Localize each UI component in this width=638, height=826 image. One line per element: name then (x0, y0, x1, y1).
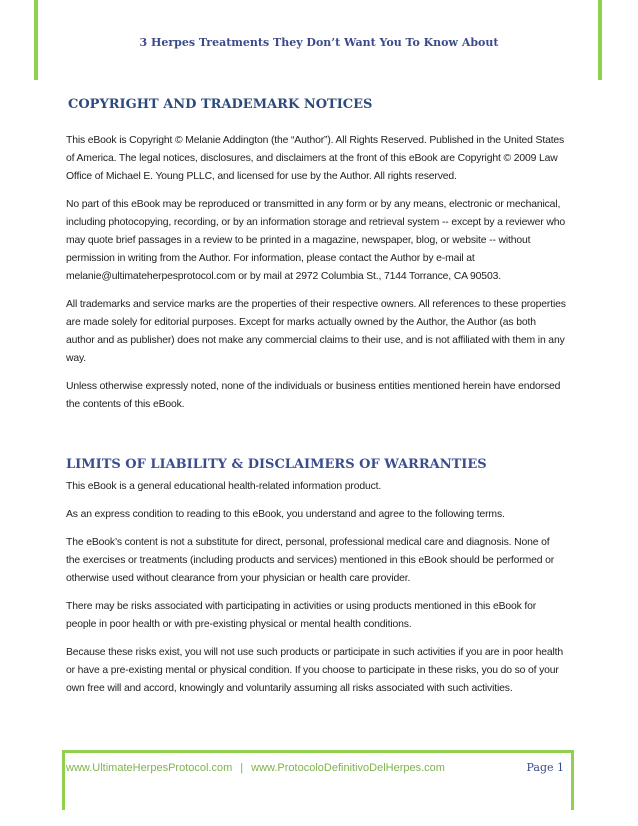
copyright-heading: COPYRIGHT AND TRADEMARK NOTICES (68, 97, 373, 112)
copyright-paragraph: This eBook is Copyright © Melanie Addington (the “Author”). All Rights Reserved. Published in the United States of America. The legal notices, disclosures, and disclaimers at the front of this eBook are Copyright © 2009 Law Office of Michael E. Young PLLC, and licensed for use by the Author. All rights reserved. (66, 135, 565, 182)
endorsement-paragraph: Unless otherwise expressly noted, none of the individuals or business entities mentioned herein have endorsed the contents of this eBook. (66, 381, 561, 410)
footer-link-protocolo[interactable]: www.ProtocoloDefinitivoDelHerpes.com (251, 762, 445, 774)
liability-paragraph-2: As an express condition to reading to this eBook, you understand and agree to the following terms. (66, 509, 505, 520)
trademarks-paragraph: All trademarks and service marks are the properties of their respective owners. All references to these properties are made solely for editorial purposes. Except for marks actually owned by the Author, the Author (as both author and as publisher) does not make any commercial claims to their use, and is not affiliated with them in any way. (66, 299, 566, 364)
liability-heading: LIMITS OF LIABILITY & DISCLAIMERS OF WARRANTIES (66, 457, 487, 472)
liability-paragraph-1: This eBook is a general educational health-related information product. (66, 481, 382, 492)
reproduction-paragraph: No part of this eBook may be reproduced or transmitted in any form or by any means, electronic or mechanical, including photocopying, recording, or by an information storage and retrieval system -- except by a reviewer who may quote brief passages in a review to be printed in a magazine, newspaper, blog, or website -- without permission in writing from the Author. For information, please contact the Author by e-mail at melanie@ultimateherpesprotocol.com or by mail at 2972 Columbia St., 7144 Torrance, CA 90503. (66, 199, 565, 282)
liability-paragraph-4: There may be risks associated with participating in activities or using products mentioned in this eBook for people in poor health or with pre-existing physical or mental health conditions. (66, 601, 537, 630)
page-number: Page 1 (526, 761, 564, 774)
liability-paragraph-5: Because these risks exist, you will not use such products or participate in such activities if you are in poor health or have a pre-existing mental or physical condition. If you choose to participate in these risks, you do so of your own free will and accord, knowingly and voluntarily assuming all risks associated with such activities. (66, 647, 564, 694)
document-body (66, 96, 566, 708)
footer-separator: | (240, 762, 244, 774)
footer-rule-left (62, 750, 65, 810)
footer-link-ultimate[interactable]: www.UltimateHerpesProtocol.com (66, 762, 233, 774)
footer-rule (62, 750, 574, 753)
footer-rule-right (571, 750, 574, 810)
page-header-title: 3 Herpes Treatments They Don’t Want You To Know About (139, 36, 499, 49)
footer-links (66, 762, 445, 774)
liability-paragraph-3: The eBook’s content is not a substitute for direct, personal, professional medical care and diagnosis. None of the exercises or treatments (including products and services) mentioned in this eBook should be performed or otherwise used without clearance from your physician or health care provider. (66, 537, 555, 584)
